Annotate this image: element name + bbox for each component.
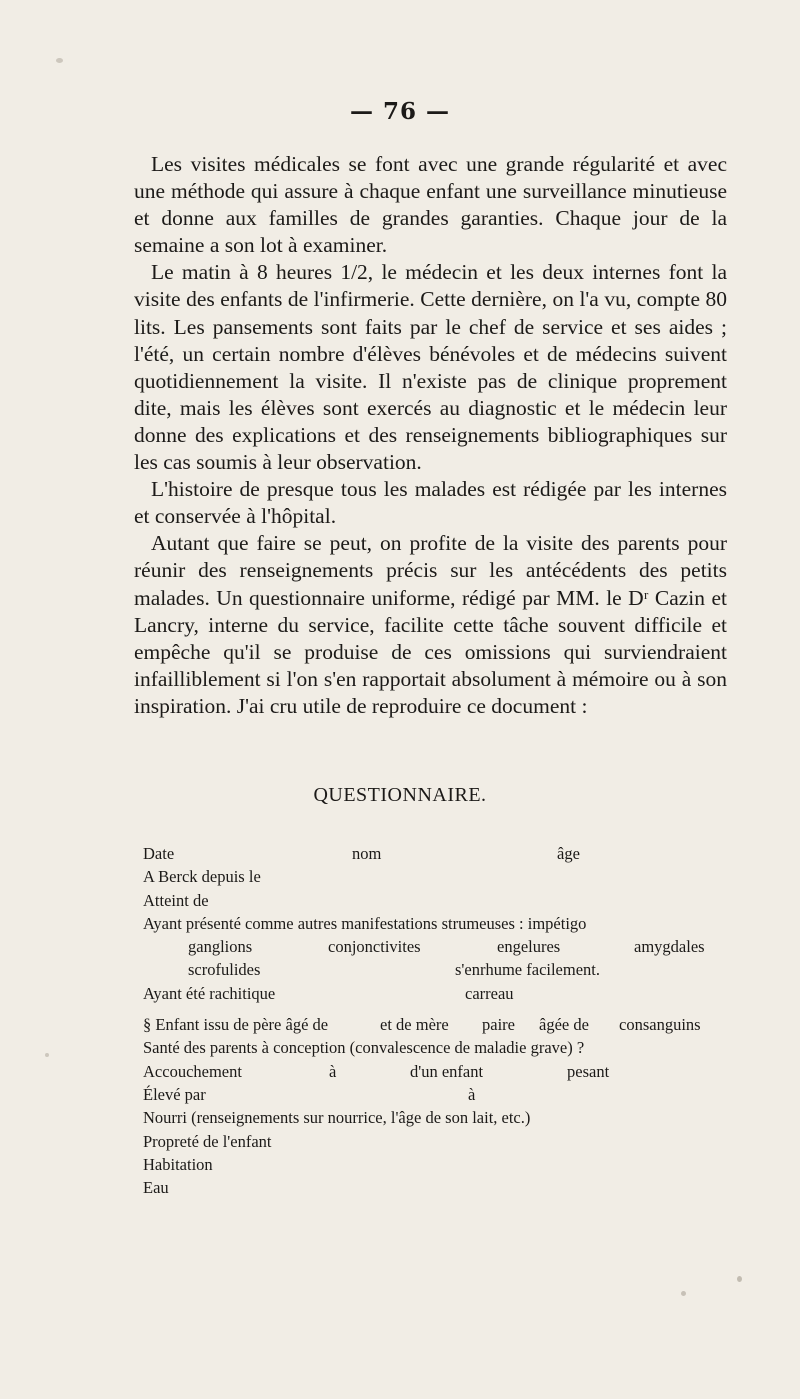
field-proprete: Propreté de l'enfant [143, 1131, 272, 1151]
field-scrofulides: scrofulides [188, 960, 261, 980]
field-engelures: engelures [497, 937, 561, 957]
paragraph: Le matin à 8 heures 1/2, le médecin et les deux internes font la visite des enfants de l'infirmerie. Cette dernière, on l'a vu, compte 80 lits. Les pansements sont faits par le chef de service et ses aides ; l'été, un certain nombre d'élèves bénévoles et de médecins suivent quotidiennement la visite. Il n'existe pas de clinique proprement dite, mais les élèves sont exercés au diagnostic et le médecin leur donne des explications et des renseignements bibliographiques sur les cas soumis à leur observation. [134, 260, 727, 475]
field-enrhume: s'enrhume facilement. [455, 960, 600, 980]
field-ganglions: ganglions [188, 937, 253, 957]
paragraph: L'histoire de presque tous les malades est rédigée par les internes et conservée à l'hôpital. [134, 477, 727, 529]
field-berck: A Berck depuis le [143, 867, 261, 887]
questionnaire-form [143, 842, 728, 1199]
field-enfant-issu: § Enfant issu de père âgé de [143, 1015, 329, 1035]
spacer [143, 1005, 728, 1013]
field-manifestations: Ayant présenté comme autres manifestations strumeuses : impétigo [143, 913, 587, 933]
page-number: — 76 — [349, 98, 451, 125]
form-row [143, 935, 728, 958]
field-sante: Santé des parents à conception (convalescence de maladie grave) ? [143, 1038, 585, 1058]
field-conjonctivites: conjonctivites [328, 937, 421, 957]
field-carreau: carreau [465, 983, 514, 1003]
field-amygdales: amygdales [634, 937, 705, 957]
form-row [143, 912, 728, 935]
field-atteint: Atteint de [143, 890, 209, 910]
paragraph: Autant que faire se peut, on profite de la visite des parents pour réunir des renseignements précis sur les antécédents des petits malades. Un questionnaire uniforme, rédigé par MM. le Dʳ Cazin et Lancry, interne du service, facilite cette tâche souvent difficile et empêche qu'il se produise de ces omissions qui surviendraient infailliblement si l'on s'en rapportait absolument à mémoire ou à son inspiration. J'ai cru utile de reproduire ce document : [134, 531, 727, 718]
form-row [143, 1013, 728, 1036]
form-row [143, 1106, 728, 1129]
field-nom: nom [352, 844, 382, 863]
form-row [143, 1060, 728, 1083]
field-habitation: Habitation [143, 1154, 213, 1174]
field-age: âge [557, 844, 580, 863]
form-row [143, 1083, 728, 1106]
paper-speck [737, 1276, 742, 1282]
field-eau: Eau [143, 1178, 169, 1198]
form-row [143, 1153, 728, 1176]
form-row [143, 1130, 728, 1153]
field-agee-de: âgée de [539, 1015, 589, 1035]
paragraph: Les visites médicales se font avec une grande régularité et avec une méthode qui assure à chaque enfant une surveillance minutieuse et donne aux familles de grandes garanties. Chaque jour de la semaine a son lot à examiner. [134, 152, 727, 258]
field-rachitique: Ayant été rachitique [143, 983, 276, 1003]
paper-speck [681, 1291, 686, 1296]
field-eleve: Élevé par [143, 1084, 206, 1104]
field-accouchement: Accouchement [143, 1061, 242, 1081]
form-row [143, 982, 728, 1005]
field-pesant: pesant [567, 1061, 610, 1081]
paper-speck [45, 1053, 49, 1057]
questionnaire-title: QUESTIONNAIRE. [313, 784, 487, 806]
form-row [143, 958, 728, 981]
form-row [143, 1176, 728, 1199]
form-row [143, 889, 728, 912]
field-et-de-mere: et de mère [380, 1015, 449, 1035]
form-row [143, 842, 728, 865]
field-consanguins: consanguins [619, 1015, 701, 1035]
paper-speck [56, 58, 63, 63]
body-text [134, 151, 727, 720]
field-paire: paire [482, 1015, 515, 1035]
form-row [143, 1036, 728, 1059]
field-a: à [329, 1061, 337, 1081]
field-a: à [468, 1084, 476, 1104]
field-nourri: Nourri (renseignements sur nourrice, l'âge de son lait, etc.) [143, 1108, 531, 1128]
field-un-enfant: d'un enfant [410, 1061, 484, 1081]
form-row [143, 865, 728, 888]
field-date: Date [143, 844, 175, 863]
